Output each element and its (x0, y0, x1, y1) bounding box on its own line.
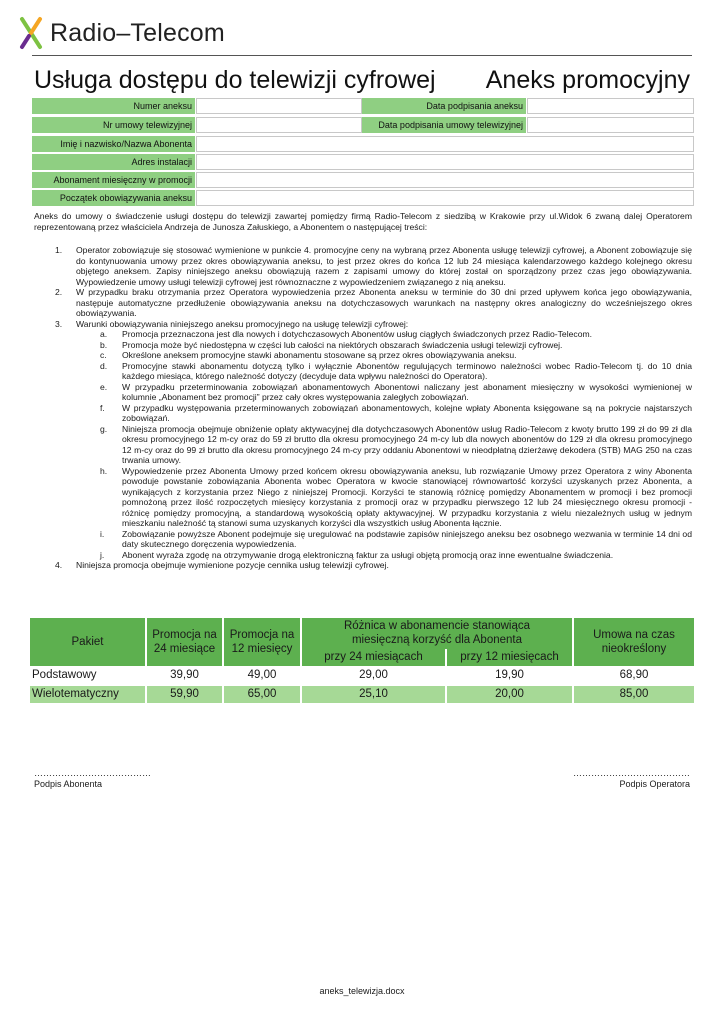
install-address-label: Adres instalacji (32, 154, 195, 170)
header-open-ended: Umowa na czas nieokreślony (574, 618, 694, 666)
subterm-text: Wypowiedzenie przez Abonenta Umowy przed końcem okresu obowiązywania aneksu, lub rozwiązanie Umowy przez Operatora z winy Abonenta powoduje powstanie zobowiązania Abonenta wobec Operatora w kwocie stanowiącej równowartość korzyści uzyskanych przez Abonenta, a wynikających z korzystania przez Niego z niniejszej Promocji. Korzyści te stanowią różnicę pomiędzy Abonamentem w promocji i bez promocji pomnożoną przez ilość rozpoczętych miesięcy korzystania z promocji oraz w przypadku pierwszego 12 lub 24 miesięcznego okresu promocji - różnicę pomiędzy promocyjną, a standardową wysokością opłaty aktywacyjnej. W przypadku korzystania z wielu niezależnych usług w jednym mieszkaniu należność tą stanowi suma uzyskanych korzyści dla wszystkich usług Abonenta łącznie. (122, 465, 692, 528)
term-number: 4. (55, 560, 63, 570)
row-open-ended: 68,90 (619, 669, 649, 681)
company-logo (18, 14, 225, 52)
operator-signature-label: Podpis Operatora (619, 779, 690, 789)
subterm-item (34, 403, 692, 424)
header-difference: Różnica w abonamencie stanowiąca miesięczną korzyść dla Abonenta (302, 618, 572, 649)
term-item (34, 560, 692, 571)
contract-sign-date-label: Data podpisania umowy telewizyjnej (362, 117, 526, 133)
subterm-item (34, 382, 692, 403)
subterm-text: Promocyjne stawki abonamentu dotyczą tylko i wyłącznie Abonentów regulujących terminowo należności wobec Radio-Telecom tj. do 10 dnia każdego miesiąca, którego należność dotyczy (decyduje data wpływu należności do Operatora). (122, 360, 692, 381)
subterm-letter: h. (100, 465, 108, 476)
monthly-fee-field[interactable] (196, 172, 694, 188)
subterm-item (34, 329, 692, 340)
radio-telecom-logo-icon (18, 16, 44, 50)
subterm-letter: e. (100, 381, 108, 392)
annex-start-field[interactable] (196, 190, 694, 206)
header-promo-24: Promocja na 24 miesiące (147, 618, 222, 666)
header-rule (32, 55, 692, 56)
subterm-letter: f. (100, 402, 105, 413)
row-package: Podstawowy (32, 669, 97, 681)
annex-number-field[interactable] (196, 98, 362, 114)
subterm-item (34, 350, 692, 361)
subterm-item (34, 361, 692, 382)
operator-signature-line: ………………………………… (573, 768, 690, 778)
subterm-item (34, 529, 692, 550)
annex-start-label: Początek obowiązywania aneksu (32, 190, 195, 206)
header-promo-12: Promocja na 12 miesięcy (224, 618, 300, 666)
subscriber-name-field[interactable] (196, 136, 694, 152)
page-title: Usługa dostępu do telewizji cyfrowej (34, 66, 436, 94)
subterm-letter: c. (100, 350, 107, 360)
header-package: Pakiet (30, 618, 145, 666)
subterm-text: W przypadku występowania przeterminowanych zobowiązań abonamentowych, kolejne wpłaty Abonenta księgowane są na pokrycie najstarszych zobowiązań. (122, 402, 692, 423)
row-diff-24: 25,10 (302, 686, 445, 703)
subterm-letter: b. (100, 339, 108, 350)
subterm-text: Promocja przeznaczona jest dla nowych i dotychczasowych Abonentów usług ciągłych świadczonych przez Radio-Telecom. (122, 329, 593, 339)
subscriber-signature-line: ………………………………… (34, 768, 151, 778)
term-text: W przypadku braku otrzymania przez Operatora wypowiedzenia przez Abonenta aneksu w terminie do 30 dni przed upływem końca jego obowiązywania, następuje automatyczne przedłużenie obowiązywania aneksu na dotychczasowych warunkach na następny okres analogiczny do wcześniejszego okres obowiązywania. (76, 287, 692, 318)
contract-number-label: Nr umowy telewizyjnej (32, 117, 195, 133)
row-promo-12: 49,00 (247, 669, 277, 681)
term-number: 3. (55, 318, 63, 329)
subscriber-signature-label: Podpis Abonenta (34, 779, 103, 789)
subterm-text: Promocja może być niedostępna w części lub całości na niektórych obszarach świadczenia usługi telewizji cyfrowej. (122, 339, 563, 350)
logo-text: Radio–Telecom (50, 18, 225, 47)
install-address-field[interactable] (196, 154, 694, 170)
header-diff-12: przy 12 miesięcach (447, 649, 572, 666)
term-text: Warunki obowiązywania niniejszego aneksu promocyjnego na usługę telewizji cyfrowej: (76, 318, 409, 329)
subscriber-name-label: Imię i nazwisko/Nazwa Abonenta (32, 136, 195, 152)
annex-number-label: Numer aneksu (32, 98, 195, 114)
annex-sign-date-label: Data podpisania aneksu (362, 98, 526, 114)
row-package: Wielotematyczny (30, 686, 145, 703)
subterm-item (34, 424, 692, 466)
footer-filename: aneks_telewizja.docx (319, 986, 405, 996)
subterm-letter: a. (100, 329, 108, 339)
contract-number-field[interactable] (196, 117, 362, 133)
row-diff-12: 20,00 (447, 686, 572, 703)
terms-list (34, 245, 692, 571)
term-text: Niniejsza promocja obejmuje wymienione pozycje cennika usług telewizji cyfrowej. (76, 560, 389, 570)
term-number: 2. (55, 287, 63, 297)
pricing-table (30, 618, 694, 710)
subterm-text: Określone aneksem promocyjne stawki abonamentu stosowane są przez okres obowiązywania aneksu. (122, 350, 517, 360)
term-item (34, 319, 692, 330)
subterm-text: Niniejsza promocja obejmuje obniżenie opłaty aktywacyjnej dla dotychczasowych Abonentów usług Radio-Telecom z kwoty brutto 199 zł do 99 zł dla okresu promocyjnego 12 m-cy oraz do 59 zł brutto dla okresu promocyjnego 24 m-cy lub dla nowych abonentów do 129 zł dla okresu promocyjnego 12 m-cy oraz do 99 zł brutto dla okresu promocyjnego 24 m-cy przy oddaniu Abonentowi w nieodpłatną dzierżawę dekodera (STB) MAG 250 na czas trwania umowy. (122, 423, 692, 465)
term-text: Operator zobowiązuje się stosować wymienione w punkcie 4. promocyjne ceny na wybraną przez Abonenta usługę telewizji cyfrowej, a Abonent zobowiązuje się do kontynuowania umowy przez okres obowiązywania aneksu, to jest przez okres do końca 12 lub 24 miesiąca kalendarzowego każdego kolejnego okresu objętego aneksem. Zapisy niniejszego aneksu obowiązują razem z zapisami umowy do której został on sporządzony przez czas jego obowiązywania. Wypowiedzenie umowy usługi telewizji cyfrowej jest równoznaczne z wypowiedzeniem związanego z nią aneksu. (76, 245, 692, 287)
row-diff-24: 29,00 (359, 669, 388, 681)
row-open-ended: 85,00 (574, 686, 694, 703)
subterm-letter: i. (100, 528, 105, 539)
term-item (34, 287, 692, 319)
subterm-text: Abonent wyraża zgodę na otrzymywanie drogą elektroniczną faktur za usługi objętą promocją oraz inne ewentualne świadczenia. (122, 549, 614, 560)
row-promo-24: 59,90 (147, 686, 222, 703)
annex-form (32, 98, 694, 208)
intro-paragraph: Aneks do umowy o świadczenie usługi dostępu do telewizji zawartej pomiędzy firmą Radio-Telecom z siedzibą w Krakowie przy ul.Widok 6 zwaną dalej Operatorem reprezentowaną przez właściciela Andrzeja de Junosza Załuskiego, a Abonentem o następującej treści: (34, 211, 692, 232)
annex-sign-date-field[interactable] (527, 98, 694, 114)
row-promo-24: 39,90 (170, 669, 199, 681)
subterm-item (34, 466, 692, 529)
subterm-text: W przypadku przeterminowania zobowiązań abonamentowych Abonentowi naliczany jest abonament miesięczny w wysokości wymienionej w kolumnie „Abonament bez promocji” przez cały okres występowania zaległych zobowiązań. (122, 381, 692, 402)
term-number: 1. (55, 245, 63, 255)
header-diff-24: przy 24 miesiącach (302, 649, 445, 666)
term-item (34, 245, 692, 287)
contract-sign-date-field[interactable] (527, 117, 694, 133)
subterm-letter: g. (100, 423, 108, 434)
subterm-letter: d. (100, 360, 108, 371)
subterm-text: Zobowiązanie powyższe Abonent podejmuje się uregulować na podstawie zapisów niniejszego aneksu bez osobnego wezwania w terminie 14 dni od daty skutecznego doręczenia wypowiedzenia. (122, 528, 692, 549)
subterm-item (34, 550, 692, 561)
subterm-item (34, 340, 692, 351)
monthly-fee-label: Abonament miesięczny w promocji (32, 172, 195, 188)
page-subtitle: Aneks promocyjny (485, 66, 690, 94)
row-diff-12: 19,90 (495, 669, 524, 681)
row-promo-12: 65,00 (224, 686, 300, 703)
subterm-letter: j. (100, 549, 105, 560)
